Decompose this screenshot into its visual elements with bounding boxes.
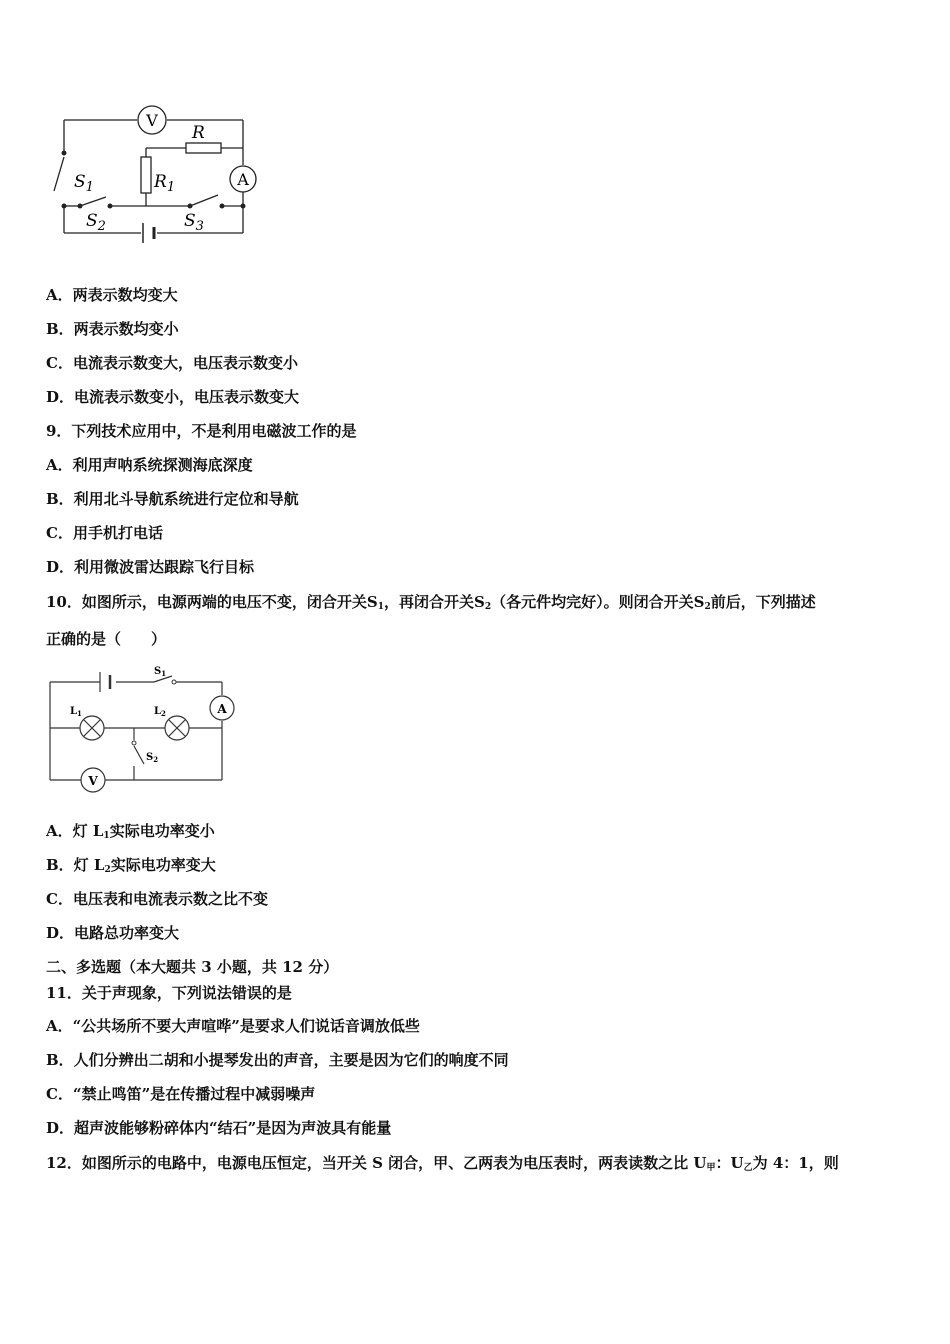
circuit-figure-2 <box>44 660 244 800</box>
ammeter-label: A <box>217 702 227 716</box>
voltmeter-label: V <box>88 774 98 788</box>
q9-option-c: C．用手机打电话 <box>46 524 163 542</box>
q11-option-a: A．“公共场所不要大声喧哗”是要求人们说话音调放低些 <box>46 1017 420 1035</box>
q12-stem: 12．如图所示的电路中，电源电压恒定，当开关 S 闭合，甲、乙两表为电压表时，两表读数之比 $U_甲$：$U_乙$为 4：1，则 <box>46 1154 839 1173</box>
switch-s2 <box>80 197 106 206</box>
lamp-l1 <box>80 716 104 740</box>
switch-s1-label: $S_1$ <box>74 172 94 195</box>
q10-option-a: A．灯 $L_1$实际电功率变小 <box>46 822 215 841</box>
q10-option-d: D．电路总功率变大 <box>46 924 180 942</box>
q10-option-c: C．电压表和电流表示数之比不变 <box>46 890 268 908</box>
q10-option-b: B．灯 $L_2$实际电功率变大 <box>46 856 216 875</box>
switch-s1-label: $S_1$ <box>154 666 167 678</box>
switch-s2-label: $S_2$ <box>86 211 106 234</box>
resistor-r <box>186 143 221 153</box>
switch-s3-label: $S_3$ <box>184 211 204 234</box>
resistor-r-label: R <box>192 123 205 143</box>
resistor-r1-label: $R_1$ <box>154 172 176 195</box>
q9-option-a: A．利用声呐系统探测海底深度 <box>46 456 253 474</box>
q11-option-c: C．“禁止鸣笛”是在传播过程中减弱噪声 <box>46 1085 316 1103</box>
section-heading: 二、多选题（本大题共 3 小题，共 12 分） <box>46 958 339 976</box>
q10-stem: 10．如图所示，电源两端的电压不变，闭合开关$S_1$，再闭合开关$S_2$（各元件均完好）。则闭合开关$S_2$前后，下列描述 <box>46 593 816 612</box>
lamp-l2 <box>165 716 189 740</box>
q8-option-a: A．两表示数均变大 <box>46 286 178 304</box>
q9-stem: 9．下列技术应用中，不是利用电磁波工作的是 <box>46 422 357 440</box>
switch-s3 <box>190 195 218 206</box>
q11-option-d: D．超声波能够粉碎体内“结石”是因为声波具有能量 <box>46 1119 392 1137</box>
q11-stem: 11．关于声现象，下列说法错误的是 <box>46 984 292 1002</box>
q9-option-d: D．利用微波雷达跟踪飞行目标 <box>46 558 255 576</box>
voltmeter-label: V <box>146 111 158 130</box>
switch-s2-label: $S_2$ <box>146 752 159 764</box>
q10-stem-line2: 正确的是（ ） <box>46 630 167 648</box>
q8-option-b: B．两表示数均变小 <box>46 320 179 338</box>
q8-option-c: C．电流表示数变大，电压表示数变小 <box>46 354 298 372</box>
resistor-r1 <box>141 157 151 193</box>
switch-s1 <box>54 157 64 191</box>
q9-option-b: B．利用北斗导航系统进行定位和导航 <box>46 490 299 508</box>
q8-option-d: D．电流表示数变小，电压表示数变大 <box>46 388 300 406</box>
lamp-l1-label: $L_1$ <box>70 706 82 718</box>
circuit-figure-1 <box>40 95 270 255</box>
ammeter-label: A <box>237 170 249 189</box>
switch-s2 <box>134 746 144 764</box>
lamp-l2-label: $L_2$ <box>154 706 166 718</box>
q11-option-b: B．人们分辨出二胡和小提琴发出的声音，主要是因为它们的响度不同 <box>46 1051 509 1069</box>
